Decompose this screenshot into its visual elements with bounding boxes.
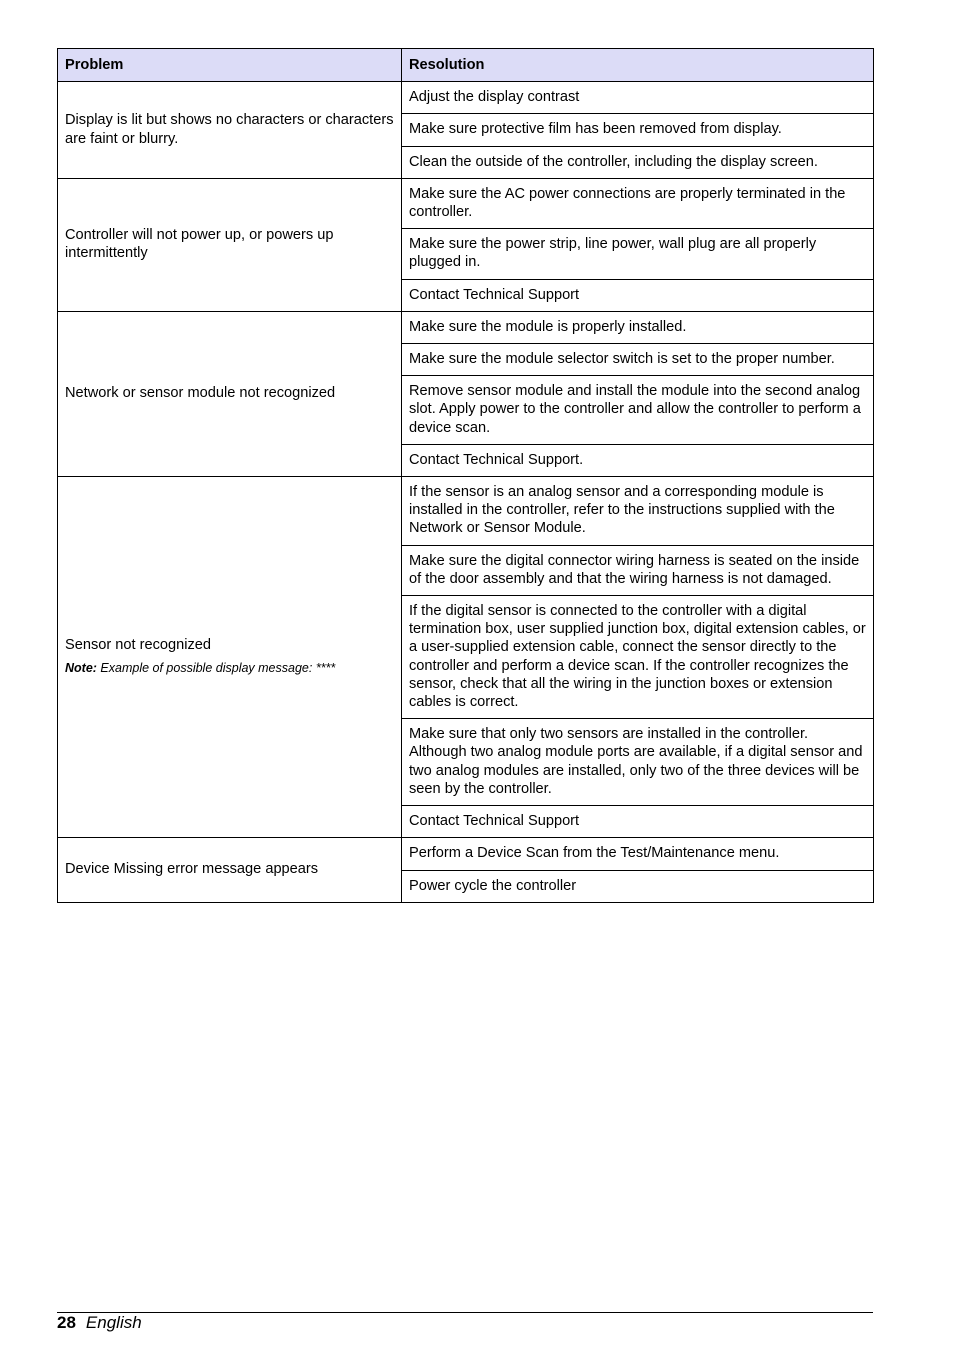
table-row — [58, 477, 874, 546]
resolution-cell: Contact Technical Support. — [402, 444, 874, 476]
resolution-cell: Clean the outside of the controller, including the display screen. — [402, 146, 874, 178]
header-problem: Problem — [58, 49, 402, 82]
problem-cell: Display is lit but shows no characters or characters are faint or blurry. — [58, 82, 402, 179]
note-label: Note: — [65, 660, 97, 675]
resolution-cell: Make sure the AC power connections are properly terminated in the controller. — [402, 178, 874, 228]
note-text: Example of possible display message: **** — [96, 660, 336, 675]
problem-cell: Device Missing error message appears — [58, 838, 402, 902]
resolution-cell: Adjust the display contrast — [402, 82, 874, 114]
resolution-cell: If the digital sensor is connected to the controller with a digital termination box, user supplied junction box, digital extension cables, or a user-supplied extension cable, connect the sensor directly to the controller and perform a device scan. If the controller recognizes the sensor, check that all the wiring in the junction boxes or extension cables is correct. — [402, 596, 874, 719]
resolution-cell: Make sure protective film has been removed from display. — [402, 114, 874, 146]
table-row — [58, 178, 874, 228]
problem-cell — [58, 477, 402, 838]
note — [65, 659, 394, 677]
table-row — [58, 838, 874, 870]
problem-text: Sensor not recognized — [65, 637, 212, 654]
footer-divider — [57, 1312, 873, 1313]
resolution-cell: If the sensor is an analog sensor and a corresponding module is installed in the controller, refer to the instructions supplied with the Network or Sensor Module. — [402, 477, 874, 546]
troubleshooting-table — [57, 48, 874, 903]
table-row — [58, 82, 874, 114]
resolution-cell: Make sure that only two sensors are installed in the controller. Although two analog module ports are available, if a digital sensor and two analog modules are installed, only two of the three devices will be seen by the controller. — [402, 719, 874, 806]
resolution-cell: Perform a Device Scan from the Test/Maintenance menu. — [402, 838, 874, 870]
resolution-cell: Make sure the power strip, line power, wall plug are all properly plugged in. — [402, 229, 874, 279]
resolution-cell: Remove sensor module and install the module into the second analog slot. Apply power to the controller and allow the controller to perform a device scan. — [402, 376, 874, 445]
page-footer — [57, 1313, 142, 1333]
resolution-cell: Make sure the digital connector wiring harness is seated on the inside of the door assembly and that the wiring harness is not damaged. — [402, 545, 874, 595]
resolution-cell: Power cycle the controller — [402, 870, 874, 902]
resolution-cell: Contact Technical Support — [402, 806, 874, 838]
resolution-cell: Make sure the module selector switch is set to the proper number. — [402, 344, 874, 376]
header-resolution: Resolution — [402, 49, 874, 82]
footer-language: English — [85, 1313, 142, 1332]
problem-cell: Controller will not power up, or powers up intermittently — [58, 178, 402, 311]
page-number: 28 — [57, 1313, 76, 1332]
resolution-cell: Make sure the module is properly installed. — [402, 311, 874, 343]
table-header-row — [58, 49, 874, 82]
resolution-cell: Contact Technical Support — [402, 279, 874, 311]
table-row — [58, 311, 874, 343]
problem-cell: Network or sensor module not recognized — [58, 311, 402, 476]
